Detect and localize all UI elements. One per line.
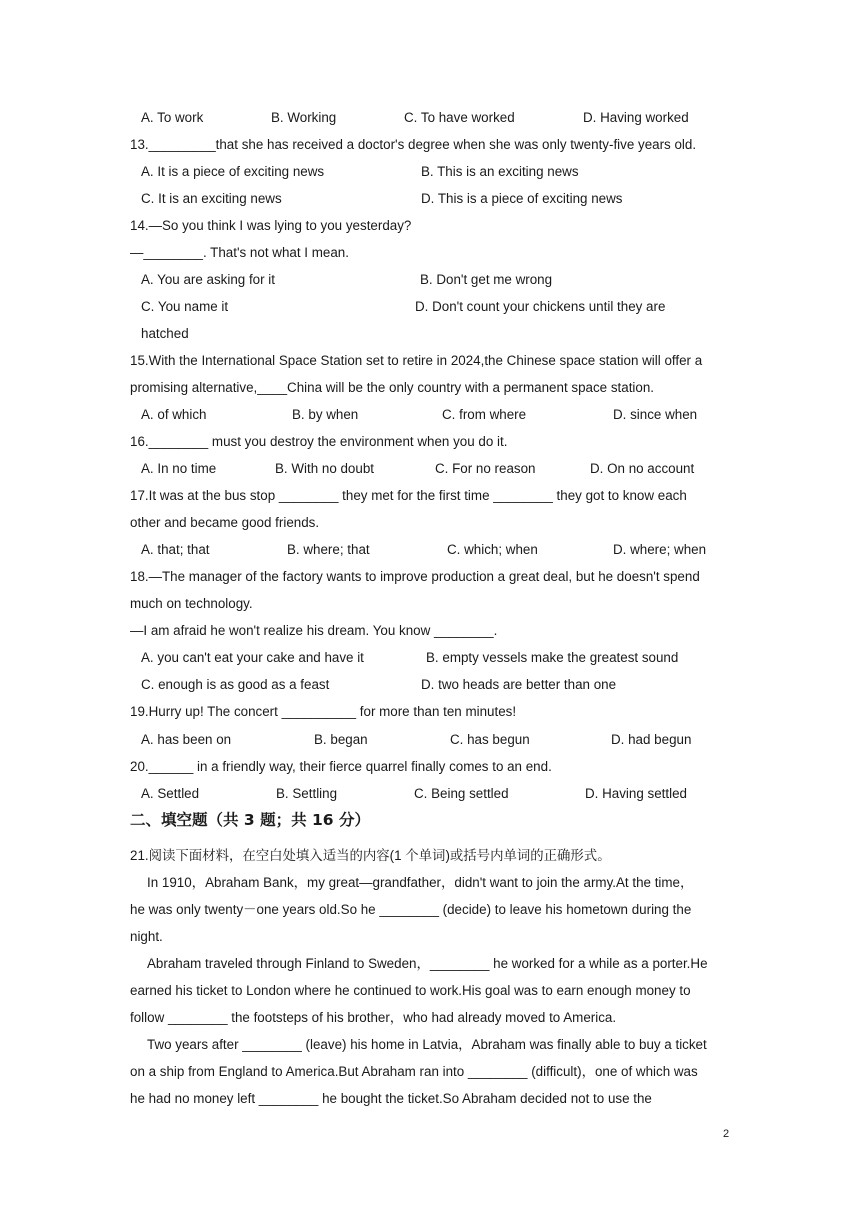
- q14-option-d-wrap: [0, 324, 860, 344]
- q12-options: [0, 108, 860, 128]
- q14-option-b: B. Don't get me wrong: [420, 272, 553, 287]
- q17-option-b: B. where; that: [287, 542, 370, 557]
- q15-options: [0, 405, 860, 425]
- q17-option-d: D. where; when: [613, 542, 707, 557]
- q19-options: [0, 730, 860, 750]
- page-number: 2: [723, 1128, 730, 1140]
- q13-option-c: C. It is an exciting news: [141, 191, 282, 206]
- q13-options-row1: [0, 162, 860, 182]
- q14-options-row2: [0, 297, 860, 317]
- q19-option-b: B. began: [314, 732, 368, 747]
- q18-options-row1: [0, 648, 860, 668]
- passage-line-5: earned his ticket to London where he continued to work.His goal was to earn enough money to: [130, 983, 691, 998]
- q18-option-b: B. empty vessels make the greatest sound: [426, 650, 679, 665]
- q13-option-b: B. This is an exciting news: [421, 164, 579, 179]
- q17-stem-line2: other and became good friends.: [130, 515, 320, 530]
- q18-option-c: C. enough is as good as a feast: [141, 677, 330, 692]
- passage-line-1: In 1910，Abraham Bank，my great—grandfather，didn't want to join the army.At the time，: [147, 875, 694, 890]
- q15-option-c: C. from where: [442, 407, 527, 422]
- q19-option-d: D. had begun: [611, 732, 692, 747]
- q18-options-row2: [0, 675, 860, 695]
- q18-reply: —I am afraid he won't realize his dream. You know ________.: [130, 623, 498, 638]
- q21-instruction: 21.阅读下面材料，在空白处填入适当的内容(1 个单词)或括号内单词的正确形式。: [130, 848, 611, 863]
- q19-option-a: A. has been on: [141, 732, 232, 747]
- q15-option-a: A. of which: [141, 407, 207, 422]
- q13-stem: 13._________that she has received a doctor's degree when she was only twenty-five years old.: [130, 137, 697, 152]
- q17-options: [0, 540, 860, 560]
- passage-line-2: he was only twenty－one years old.So he ________ (decide) to leave his hometown during the: [130, 902, 692, 917]
- q20-option-b: B. Settling: [276, 786, 338, 801]
- q15-option-d: D. since when: [613, 407, 698, 422]
- q17-stem-line1: 17.It was at the bus stop ________ they met for the first time ________ they got to know each: [130, 488, 687, 503]
- q14-option-d: D. Don't count your chickens until they are: [415, 299, 666, 314]
- q16-stem: 16.________ must you destroy the environment when you do it.: [130, 434, 508, 449]
- q16-option-b: B. With no doubt: [275, 461, 374, 476]
- q20-stem: 20.______ in a friendly way, their fierce quarrel finally comes to an end.: [130, 759, 552, 774]
- q18-option-a: A. you can't eat your cake and have it: [141, 650, 364, 665]
- passage-line-7: Two years after ________ (leave) his home in Latvia，Abraham was finally able to buy a ticket: [147, 1037, 707, 1052]
- q19-option-c: C. has begun: [450, 732, 530, 747]
- q16-option-a: A. In no time: [141, 461, 217, 476]
- q16-option-d: D. On no account: [590, 461, 695, 476]
- q18-stem-line1: 18.—The manager of the factory wants to improve production a great deal, but he doesn't spend: [130, 569, 700, 584]
- q14-option-a: A. You are asking for it: [141, 272, 275, 287]
- q13-option-a: A. It is a piece of exciting news: [141, 164, 325, 179]
- q20-options: [0, 784, 860, 804]
- q20-option-d: D. Having settled: [585, 786, 687, 801]
- q14-reply: —________. That's not what I mean.: [130, 245, 349, 260]
- q18-stem-line2: much on technology.: [130, 596, 253, 611]
- passage-line-4: Abraham traveled through Finland to Sweden，________ he worked for a while as a porter.He: [147, 956, 708, 971]
- q17-option-c: C. which; when: [447, 542, 538, 557]
- q14-options-row1: [0, 270, 860, 290]
- passage-line-6: follow ________ the footsteps of his brother，who had already moved to America.: [130, 1010, 617, 1025]
- q16-options: [0, 459, 860, 479]
- q15-stem-line1: 15.With the International Space Station set to retire in 2024,the Chinese space station will offer a: [130, 353, 703, 368]
- passage-line-3: night.: [130, 929, 163, 944]
- q18-option-d: D. two heads are better than one: [421, 677, 617, 692]
- passage-line-9: he had no money left ________ he bought the ticket.So Abraham decided not to use the: [130, 1091, 652, 1106]
- q12-option-a: A. To work: [141, 110, 204, 125]
- q20-option-c: C. Being settled: [414, 786, 509, 801]
- q19-stem: 19.Hurry up! The concert __________ for more than ten minutes!: [130, 704, 517, 719]
- q14-stem: 14.—So you think I was lying to you yesterday?: [130, 218, 412, 233]
- q15-stem-line2: promising alternative,____China will be the only country with a permanent space station.: [130, 380, 655, 395]
- q13-option-d: D. This is a piece of exciting news: [421, 191, 623, 206]
- q17-option-a: A. that; that: [141, 542, 210, 557]
- q20-option-a: A. Settled: [141, 786, 200, 801]
- section-2-heading: 二、填空题（共 3 题；共 16 分）: [130, 811, 370, 829]
- q12-option-c: C. To have worked: [404, 110, 515, 125]
- q12-option-b: B. Working: [271, 110, 337, 125]
- q13-options-row2: [0, 189, 860, 209]
- q14-option-c: C. You name it: [141, 299, 229, 314]
- q16-option-c: C. For no reason: [435, 461, 536, 476]
- passage-line-8: on a ship from England to America.But Abraham ran into ________ (difficult)，one of which was: [130, 1064, 698, 1079]
- q12-option-d: D. Having worked: [583, 110, 689, 125]
- q14-option-d-continuation: hatched: [141, 326, 189, 341]
- q15-option-b: B. by when: [292, 407, 359, 422]
